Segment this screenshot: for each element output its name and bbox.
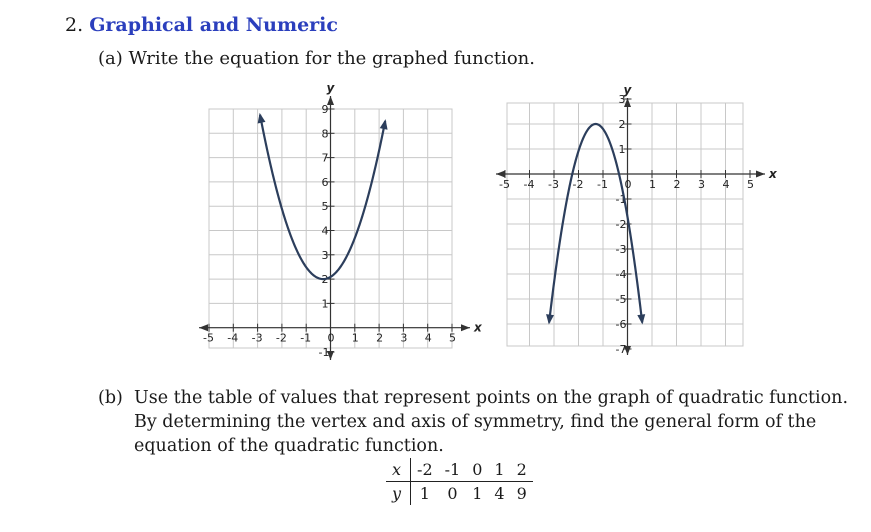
graph2-x-axis-label: x [769,167,777,181]
part-a-text: Write the equation for the graphed function. [128,48,535,69]
part-a-label: (a) [98,48,123,69]
table-cell: -1 [439,458,467,482]
graph2-curve-arrow-icon [546,314,554,324]
graph2-x-arrow-right-icon [756,171,765,178]
part-b-text: Use the table of values that represent points on the graph of quadratic function. By determining the vertex and axis of symmetry, find the general form of the equation of the quadratic function. [134,388,849,456]
graph1-x-tick-label: -1 [300,331,312,345]
table-cell: 1 [419,484,430,503]
graph2-y-tick-label: 3 [618,93,626,106]
graph2-x-arrow-left-icon [496,171,505,178]
graph2-x-tick-label: 5 [747,178,754,191]
graph1-x-tick-label: -3 [251,331,263,345]
graph1-x-arrow-left-icon [199,324,208,331]
table-cell: 0 [466,458,488,482]
graph2-y-tick-label: -4 [615,268,627,281]
graph2-curve-arrow-icon [637,314,645,324]
graph2-y-tick-label: -1 [615,193,627,206]
graph1-y-tick-label: 3 [321,248,329,262]
graph1-y-tick-label: 5 [321,200,329,214]
graph1-x-tick-label: -2 [275,331,287,345]
values-table [386,458,533,505]
graph1-x-axis-label: x [474,320,482,335]
graph1-y-tick-label: 6 [321,175,329,189]
table-cell: 2 [511,458,533,482]
graph2-x-tick-label: 2 [673,178,681,191]
table-cell: -2 [411,458,439,482]
table-row-y [386,482,533,506]
graph1-x-tick-label: 3 [400,331,408,345]
graph2-x-tick-label: 4 [722,178,730,191]
graph1-x-tick-label: 0 [327,331,335,345]
graph2-x-tick-label: 1 [649,178,656,191]
graph1-y-axis-label: y [326,81,335,95]
graph2-y-tick-label: -6 [615,318,627,331]
graph1-y-tick-label: 8 [321,127,329,141]
graph2-x-tick-label: -2 [572,178,584,191]
graph1-x-tick-label: 1 [351,331,359,345]
table-header-y: y [386,482,411,506]
table-cell: 4 [494,484,505,503]
graph2-x-tick-label: -3 [548,178,559,191]
graph1-y-tick-label: 7 [321,151,329,165]
graph1-x-tick-label: -5 [203,331,214,345]
graph1-y-tick-label: 2 [321,273,329,287]
graph2-y-tick-label: -3 [615,243,627,256]
graph1-curve-arrow-icon [258,113,266,124]
graph2-y-tick-label: 1 [618,143,626,156]
graph2-x-tick-label: -1 [597,178,608,191]
part-b [98,386,858,458]
graph2-curve [549,124,642,323]
graph1-x-tick-label: 4 [424,331,432,345]
graph2-y-axis-label: y [623,83,632,97]
table-row-x [386,458,533,482]
graph2-x-tick-label: 0 [624,178,632,191]
graph2-y-tick-label: -2 [615,218,627,231]
table-header-x: x [386,458,411,482]
graph2-x-tick-label: 3 [698,178,705,191]
graph1-y-tick-label: -1 [318,346,330,359]
table-cell: 0 [447,484,458,503]
graph2-x-tick-label: -5 [499,178,510,191]
graph2-y-tick-label: 2 [618,118,626,131]
part-b-label: (b) [98,388,123,408]
problem-number: 2. [65,14,84,36]
problem-title: Graphical and Numeric [89,14,338,36]
graph2-y-tick-label: -5 [615,293,627,306]
table-cell: 1 [488,458,510,482]
graph2-x-tick-label: -4 [523,178,535,191]
table-cell: 9 [516,484,527,503]
graph1-curve-arrow-icon [380,119,388,130]
graph1-y-tick-label: 1 [321,297,329,311]
graph1-x-tick-label: 5 [449,331,456,345]
table-cell: 1 [472,484,483,503]
graph1-y-tick-label: 9 [321,103,329,116]
graph1-x-tick-label: 2 [376,331,384,345]
graph1-x-tick-label: -4 [227,331,239,345]
graph2-y-tick-label: -7 [615,343,627,356]
graph1-y-tick-label: 4 [321,224,329,238]
graph1-x-arrow-right-icon [461,324,470,331]
